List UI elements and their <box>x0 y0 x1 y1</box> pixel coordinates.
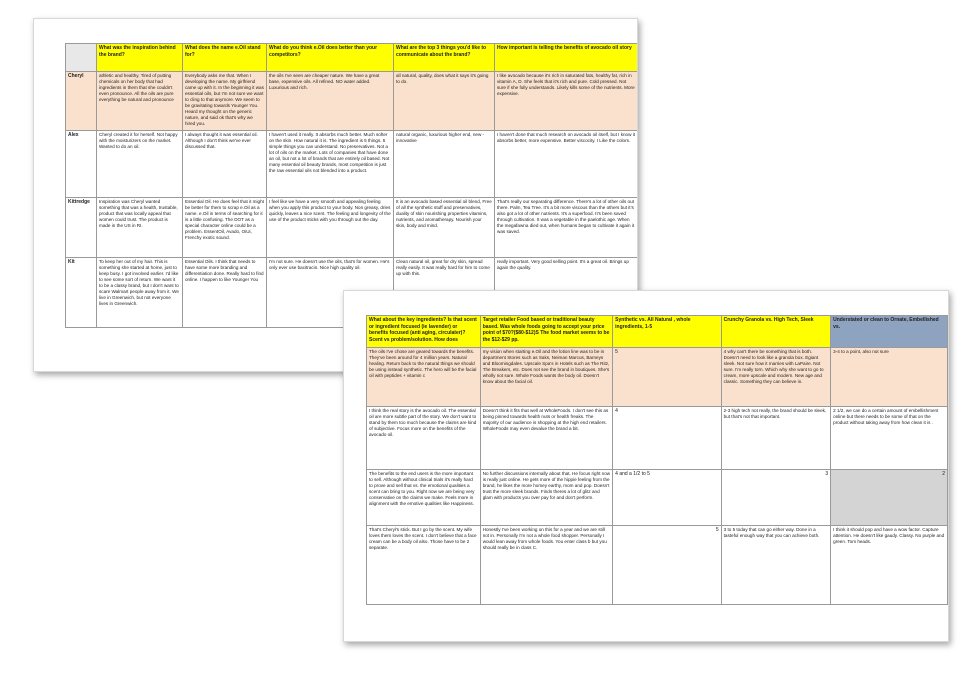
table-cell: I always thought it was essential oil. Although I don't think we've ever discussed that. <box>183 131 267 198</box>
table-cell: Cheryl created it for herself. Not happy with the moisturizers on the market. Wanted to do an oil. <box>97 131 183 198</box>
table-cell: 4 <box>613 407 721 470</box>
table-cell: 2-3 high tech not really, the brand should be sleek, but that's not that important. <box>721 407 831 470</box>
table-cell: 3 to 5 today that can go either way. Done in a tasteful enough way that you can achieve both. <box>721 526 831 605</box>
table-row <box>367 470 948 526</box>
header-avocado-story: How important is telling the benefits of avocado oil story <box>495 44 638 72</box>
row-name: Kittredge <box>66 198 97 258</box>
table-cell: the oils I've seen are cheaper nature. We have a great base, expensive oils. All refined. NO water added. Luxurious and rich. <box>267 72 394 131</box>
header-key-ingredients: What about the key ingredients? Is that scent or ingredient focused (ie lavender) or benefits focused (anti aging, circulater)? Scent vs problem/solution. How does <box>367 316 481 348</box>
table-cell: I think the real story is the avocado oil. The essential oil are more subtle part of the story. We don't want to stand by them too much because the claims are kind of subjective. Focus more on the benefits of the avocado oil. <box>367 407 481 470</box>
table-row <box>367 526 948 605</box>
table-cell: athletic and healthy. Tired of putting chemicals on her body that had ingredients in them that she couldn't even pronounce. All the oils are pure everything be natural and pronounce <box>97 72 183 131</box>
header-name-meaning: What does the name e.Oil stand for? <box>183 44 267 72</box>
table-cell: 3 <box>721 470 831 526</box>
table-cell: Everybody asks me that. When I developing the name. My girlfriend came up with it. In the beginning it was essential oils, but I'm not sure we want to cling to that anymore. We seem to be gravitating towards Younger You. Heard my thought on the generic nature, and said ok that's why we hired you. <box>183 72 267 131</box>
table-cell: Essential Oils. I think that needs to have some more branding and differentiation done. Really hard to find online. I happen to like Younger You <box>183 258 267 328</box>
table-cell: Inspiration was Cheryl wanted something that was a health, trustable, product that was locally appeal that women could trust. The product is made in the US in RI. <box>97 198 183 258</box>
table-cell: I haven't used it really. It absorbs much better. Much softer on the skin. How natural it is. The ingredient is 5 things. 5 simple things you can understand. No preservatives. Not a lot of oils on the market. Lots of companies that have done an oil, but not a lot of brands that are entirely oil based. Not many essential oil beauty brands, most competition is just the raw essential oils not blended into a product. <box>267 131 394 198</box>
table-cell: The benefits to the end users is the more important to sell. Although without clinical trials it's really hard to prove and sell that vs. the emotional qualities a scent can bring to you. Right now we are being very conservative on the claims we make. Feels more in alignment with the emotive qualities like Happiness. <box>367 470 481 526</box>
table-cell: To keep her out of my hair. This is something she started at home, just to keep busy. I got involved earlier. I'd like to see some sort of return. We want it to be a classy brand, but I don't want to scare Walmart people away from it. We live in Greenwich, but not everyone lives in Greenwich. <box>97 258 183 328</box>
header-understated-vs-ornate: Understated or clean to Ornate, Embellished vs. <box>831 316 948 348</box>
header-crunchy-vs-sleek: Crunchy Granola vs. High Tech, Sleek <box>721 316 831 348</box>
table-cell: I like avocado because it's rich in saturated fats, healthy fat, rich in vitamin A, D. She feels that it's rich and pure. Cold pressed. Not sure if she fully understands. Likely kills some of the nutrients. More expensive. <box>495 72 638 131</box>
table-row <box>66 198 638 258</box>
table-row <box>66 131 638 198</box>
table-cell: Honestly I've been working on this for a year and we are still not in. Personally I'm not a whole food shopper. Personally I would lean away from whole foods. You enter class b but you should really be in class C. <box>480 526 612 605</box>
header-row <box>66 44 638 72</box>
header-better-than-competitors: What do you think e.Oil does better than your competitors? <box>267 44 394 72</box>
table-cell: 2 1/2, we can do a certain amount of embellishment online but there needs to be some of that on the product without taking away from how clean it is . <box>831 407 948 470</box>
table-cell: The oils I've chose are geared towards the benefits. They've been around for 4 million years. Natural healing. Return back to the natural things we should be using instead synthetic. The hero will be the facial oil with peptides + vitamin c <box>367 348 481 407</box>
header-inspiration: What was the inspiration behind the brand? <box>97 44 183 72</box>
table-cell: 4 why can't there be something that is both. Doesn't need to look like a granola box. Egiant sleek. Not sure how it marries with LaPaire. Not sure. I'm really torn. Which why she want to go to cream, more upscale and modern. New age and classic. Something they can believe in. <box>721 348 831 407</box>
table-cell: really important. Very good selling point. It's a great oil. Brings up again the quality. <box>495 258 638 328</box>
table-row <box>66 72 638 131</box>
header-target-retailer: Target retailer Food based or traditional beauty based. Was whole foods going to accept your price point of $70?($80-$12)S The food market seems to be the $12-$29 pp. <box>480 316 612 348</box>
row-name: Cheryl <box>66 72 97 131</box>
table-cell: Doesn't think it fits that well at WholeFoods. I don't see this as being pinned towards health nuts or health freaks. The majority of our audience is shopping at the high end retailers. WholeFoods may even devalue the brand a bit. <box>480 407 612 470</box>
table-cell: Essential Oil. He does feel that it might be better for them to scrap e.Oil as a name. e.Oil in terms of searching for it is a little confusing. The DOT as a special character online could be a problem. EssentOil, Avado, OiUi, Frenchy exotic sound. <box>183 198 267 258</box>
table-cell: 2 <box>831 470 948 526</box>
table-cell: I think it should pop and have a wow factor. Capture attention. He doesn't like gaudy. Classy. No purple and green. Tom heads. <box>831 526 948 605</box>
row-name: Kit <box>66 258 97 328</box>
corner-cell <box>66 44 97 72</box>
table-cell: No further discussions internally about that. He focus right now is really just online. He gets more of the hippie feeling from the brand, he likes the more homey earthy, mom and pop. Doesn't trust the more sleek brands. Finds theres a lot of glitz and glam with products you over pay for and don't perform. <box>480 470 612 526</box>
table-row <box>367 348 948 407</box>
header-row <box>367 316 948 348</box>
table-row <box>367 407 948 470</box>
table-cell: 3-4 to a point, also not sure <box>831 348 948 407</box>
table-cell: 5 <box>613 526 721 605</box>
spreadsheet-page-2 <box>343 290 949 642</box>
header-synthetic-vs-natural: Synthetic vs. All Natural , whole ingredients, 1-5 <box>613 316 721 348</box>
table-cell: I haven't done that much research on avocado oil itself, but I know it absorbs better, more expensive. Better viscocity. I Like the colors. <box>495 131 638 198</box>
interview-table-1 <box>65 43 638 328</box>
table-cell: That's Cheryl's stick. But I go by the scent. My wife loves them loves the scent. I don't believe that a face cream can be a body oil also. Those have to be 2 separate. <box>367 526 481 605</box>
table-cell: all natural, quality, does what it says it's going to do. <box>394 72 495 131</box>
table-cell: my vision when starting e.Oil and the lotion line was to be in department Stores such as Saks, Neiman Marcus, Barneys and Bloomingdales. Upscale Spa's in Hotels such as The Ritz, The Breakers, etc. Does not see the brand in boutiques. She's wholly not sure. Whole Foods wants the body oil. Doesn't know about the facial oil. <box>480 348 612 407</box>
table-cell: It is an avocado based essential oil blend, Free of all the synthetic stuff and preservatives, duality of skin nourishing properties vitamins, nutrients, and aromatherapy. Nourish your skin, body and mind. <box>394 198 495 258</box>
table-cell: I feel like we have a very smooth and appealing feeling when you apply this product to your body. Non greasy, dries quickly, leaves a nice scent. The feeling and longevity of the use of the product sticks with you through out the day. <box>267 198 394 258</box>
header-top-3-things: What are the top 3 things you'd like to communicate about the brand? <box>394 44 495 72</box>
table-cell: natural organic, luxurious higher end, new - innovative <box>394 131 495 198</box>
row-name: Alex <box>66 131 97 198</box>
table-cell: 5 <box>613 348 721 407</box>
table-cell: I'm not sure. He doesn't use the oils, that's for women. He's only ever use bacitracin. Nice high quality oil. <box>267 258 394 328</box>
table-cell: 4 and a 1/2 to 5 <box>613 470 721 526</box>
interview-table-2 <box>366 315 948 605</box>
table-cell: Clean natural oil, great for dry skin, spread really easily. It was really hard for him to come up with this. <box>394 258 495 328</box>
table-cell: That's really our separating difference. There's a lot of other oils out there. Palm, Tea Tree. It's a bit more viscous than the others but it's also got a lot of other nutrients. It's a superfood. It's been saved through cultivation. It was a vegetable in the paelothic age. When the megafawna died out, when humans began to cultivate it again it was saved. <box>495 198 638 258</box>
